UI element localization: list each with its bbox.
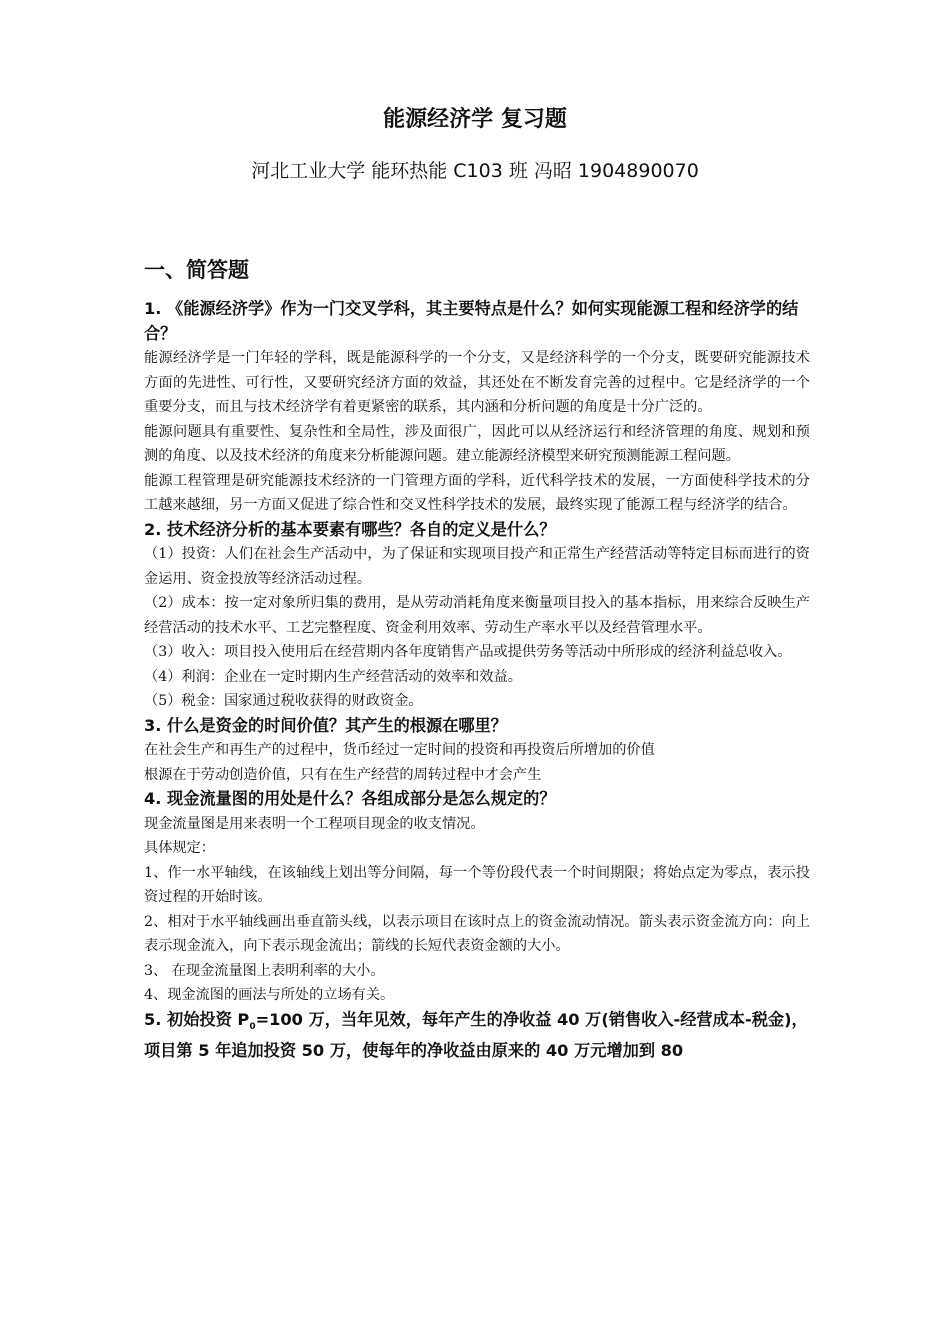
question-3-answer: 根源在于劳动创造价值，只有在生产经营的周转过程中才会产生 [144,766,542,783]
author-line: 河北工业大学 能环热能 C103 班 冯昭 1904890070 [251,160,699,182]
question-2-title: 2. 技术经济分析的基本要素有哪些？各自的定义是什么？ [144,519,556,539]
section-heading: 一、简答题 [144,258,249,282]
question-5-title [144,1008,810,1064]
question-3-title: 3. 什么是资金的时间价值？其产生的根源在哪里？ [144,715,507,735]
question-1-answer: 能源经济学是一门年轻的学科，既是能源科学的一个分支，又是经济科学的一个分支，既要研究能源技术方面的先进性、可行性，又要研究经济方面的效益，其还处在不断发育完善的过程中。它是经济学的一个重要分支，而且与技术经济学有着更紧密的联系，其内涵和分析问题的角度是十分广泛的。 [144,350,810,415]
question-2-answer: （2）成本：按一定对象所归集的费用，是从劳动消耗角度来衡量项目投入的基本指标，用来综合反映生产经营活动的技术水平、工艺完整程度、资金利用效率、劳动生产率水平以及经营管理水平。 [144,595,810,636]
question-1-answer: 能源问题具有重要性、复杂性和全局性，涉及面很广，因此可以从经济运行和经济管理的角度、规划和预测的角度、以及技术经济的角度来分析能源问题。建立能源经济模型来研究预测能源工程问题。 [144,423,810,464]
document-body [144,297,810,1064]
question-5-subscript: 0 [249,1021,256,1032]
question-4-answer: 现金流量图是用来表明一个工程项目现金的收支情况。 [144,815,485,832]
question-1-title: 1. 《能源经济学》作为一门交叉学科，其主要特点是什么？如何实现能源工程和经济学的结合？ [144,299,799,343]
question-2-answer: （5）税金：国家通过税收获得的财政资金。 [144,693,423,709]
question-4-answer: 3、 在现金流量图上表明利率的大小。 [144,962,385,979]
question-5-title-start: 5. 初始投资 P [144,1009,250,1029]
question-2-answer: （4）利润：企业在一定时期内生产经营活动的效率和效益。 [144,668,522,685]
question-1-answer: 能源工程管理是研究能源技术经济的一门管理方面的学科，近代科学技术的发展，一方面使科学技术的分工越来越细，另一方面又促进了综合性和交叉性科学技术的发展，最终实现了能源工程与经济学的结合。 [144,472,810,513]
question-3-answer: 在社会生产和再生产的过程中，货币经过一定时间的投资和再投资后所增加的价值 [144,742,655,758]
question-2-answer: （1）投资：人们在社会生产活动中，为了保证和实现项目投产和正常生产经营活动等特定目标而进行的资金运用、资金投放等经济活动过程。 [144,546,810,587]
question-4-answer: 具体规定： [144,840,215,856]
question-4-answer: 4、现金流图的画法与所处的立场有关。 [144,987,395,1003]
question-2-answer: （3）收入：项目投入使用后在经营期内各年度销售产品或提供劳务等活动中所形成的经济利益总收入。 [144,644,792,660]
question-4-title: 4. 现金流量图的用处是什么？各组成部分是怎么规定的？ [144,789,556,808]
question-5-title-rest: =100 万，当年见效，每年产生的净收益 40 万(销售收入-经营成本-税金)，项目第 5 年追加投资 50 万，使每年的净收益由原来的 40 万元增加到 80 [144,1009,808,1060]
question-4-answer: 1、作一水平轴线，在该轴线上划出等分间隔，每一个等份段代表一个时间期限；将始点定为零点，表示投资过程的开始时该。 [144,864,810,905]
document-title: 能源经济学 复习题 [383,107,567,132]
question-4-answer: 2、相对于水平轴线画出垂直箭头线，以表示项目在该时点上的资金流动情况。箭头表示资金流方向：向上表示现金流入，向下表示现金流出；箭线的长短代表资金额的大小。 [144,913,810,954]
